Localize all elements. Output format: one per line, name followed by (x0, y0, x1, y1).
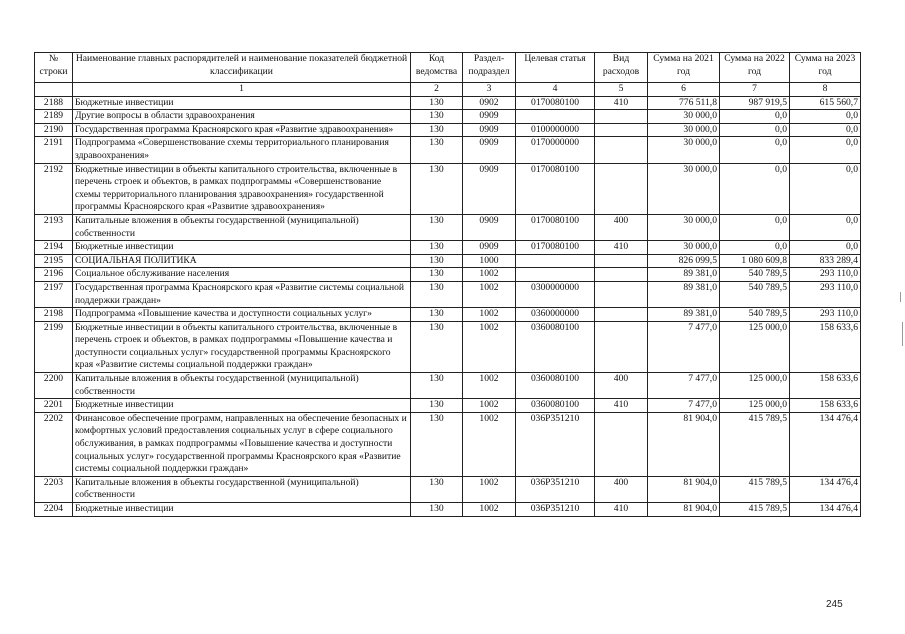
row-expense-type: 400 (595, 214, 648, 240)
row-sum-2023: 615 560,7 (790, 96, 861, 110)
row-section: 0909 (463, 214, 516, 240)
row-sum-2023: 134 476,4 (790, 412, 861, 476)
column-number: 4 (516, 83, 595, 97)
row-expense-type (595, 321, 648, 372)
row-target-item: 0170080100 (516, 214, 595, 240)
table-row (35, 373, 861, 399)
row-sum-2021: 30 000,0 (648, 110, 720, 124)
row-target-item: 0360000000 (516, 308, 595, 322)
row-expense-type (595, 123, 648, 137)
row-sum-2023: 0,0 (790, 241, 861, 255)
row-expense-type (595, 137, 648, 163)
row-target-item: 0170080100 (516, 96, 595, 110)
row-department-code: 130 (411, 281, 463, 307)
row-section: 0909 (463, 123, 516, 137)
row-sum-2022: 540 789,5 (720, 281, 790, 307)
row-department-code: 130 (411, 399, 463, 413)
row-sum-2023: 134 476,4 (790, 503, 861, 517)
row-target-item: 036P351210 (516, 412, 595, 476)
row-section: 0909 (463, 110, 516, 124)
header-expense-type: Вид расходов (595, 53, 648, 83)
row-target-item: 0360080100 (516, 399, 595, 413)
header-name: Наименование главных распорядителей и наименование показателей бюджетной классификации (73, 53, 411, 83)
budget-table (34, 52, 861, 517)
row-sum-2022: 415 789,5 (720, 503, 790, 517)
row-sum-2022: 0,0 (720, 123, 790, 137)
row-department-code: 130 (411, 123, 463, 137)
row-expense-type: 410 (595, 96, 648, 110)
table-row (35, 137, 861, 163)
row-sum-2022: 987 919,5 (720, 96, 790, 110)
page-number: 245 (826, 599, 843, 610)
table-row (35, 241, 861, 255)
row-department-code: 130 (411, 254, 463, 268)
header-sum-2022: Сумма на 2022 год (720, 53, 790, 83)
row-sum-2023: 833 289,4 (790, 254, 861, 268)
row-sum-2022: 540 789,5 (720, 308, 790, 322)
row-name: Капитальные вложения в объекты государственной (муниципальной) собственности (73, 214, 411, 240)
row-target-item: 0170080100 (516, 241, 595, 255)
row-number: 2192 (35, 163, 73, 214)
row-number: 2195 (35, 254, 73, 268)
table-row (35, 96, 861, 110)
row-name: Подпрограмма «Совершенствование схемы территориального планирования здравоохранения» (73, 137, 411, 163)
row-section: 1002 (463, 412, 516, 476)
table-body (35, 96, 861, 516)
row-name: Бюджетные инвестиции в объекты капитального строительства, включенные в перечень строек и объектов, в рамках подпрограммы «Повышение качества и доступности социальных услуг» государственной программы Красноярского края «Развитие системы социальной поддержки граждан» (73, 321, 411, 372)
row-sum-2023: 134 476,4 (790, 476, 861, 502)
scan-edge-mark (902, 322, 903, 346)
row-name: СОЦИАЛЬНАЯ ПОЛИТИКА (73, 254, 411, 268)
row-sum-2023: 0,0 (790, 137, 861, 163)
row-sum-2022: 415 789,5 (720, 476, 790, 502)
column-number: 1 (73, 83, 411, 97)
row-department-code: 130 (411, 163, 463, 214)
row-sum-2023: 0,0 (790, 214, 861, 240)
row-target-item: 0170080100 (516, 163, 595, 214)
column-number: 7 (720, 83, 790, 97)
row-expense-type (595, 308, 648, 322)
header-sum-2021: Сумма на 2021 год (648, 53, 720, 83)
row-sum-2021: 81 904,0 (648, 503, 720, 517)
row-section: 1002 (463, 373, 516, 399)
row-target-item: 0360080100 (516, 321, 595, 372)
row-expense-type (595, 110, 648, 124)
row-name: Капитальные вложения в объекты государственной (муниципальной) собственности (73, 373, 411, 399)
table-row (35, 214, 861, 240)
row-number: 2204 (35, 503, 73, 517)
row-department-code: 130 (411, 503, 463, 517)
row-department-code: 130 (411, 241, 463, 255)
row-name: Бюджетные инвестиции (73, 241, 411, 255)
row-number: 2190 (35, 123, 73, 137)
table-row (35, 254, 861, 268)
table-row (35, 399, 861, 413)
header-target-item: Целевая статья (516, 53, 595, 83)
row-name: Финансовое обеспечение программ, направленных на обеспечение безопасных и комфортных условий предоставления социальных услуг в сфере социального обслуживания, в рамках подпрограммы «Повышение качества и доступности социальных услуг» государственной программы Красноярского края «Развитие системы социальной поддержки граждан» (73, 412, 411, 476)
row-sum-2021: 7 477,0 (648, 321, 720, 372)
column-number: 8 (790, 83, 861, 97)
row-target-item (516, 254, 595, 268)
row-target-item: 0360080100 (516, 373, 595, 399)
table-row (35, 308, 861, 322)
row-sum-2022: 1 080 609,8 (720, 254, 790, 268)
row-section: 1002 (463, 308, 516, 322)
row-number: 2191 (35, 137, 73, 163)
row-sum-2023: 158 633,6 (790, 373, 861, 399)
row-section: 0909 (463, 241, 516, 255)
row-name: Капитальные вложения в объекты государственной (муниципальной) собственности (73, 476, 411, 502)
row-sum-2023: 0,0 (790, 123, 861, 137)
row-target-item (516, 268, 595, 282)
row-name: Другие вопросы в области здравоохранения (73, 110, 411, 124)
header-sum-2023: Сумма на 2023 год (790, 53, 861, 83)
row-number: 2196 (35, 268, 73, 282)
row-number: 2200 (35, 373, 73, 399)
row-sum-2023: 0,0 (790, 110, 861, 124)
table-row (35, 110, 861, 124)
row-department-code: 130 (411, 268, 463, 282)
row-department-code: 130 (411, 412, 463, 476)
row-sum-2022: 0,0 (720, 137, 790, 163)
row-sum-2022: 0,0 (720, 241, 790, 255)
row-expense-type (595, 163, 648, 214)
column-number-row (35, 83, 861, 97)
row-department-code: 130 (411, 137, 463, 163)
row-name: Социальное обслуживание населения (73, 268, 411, 282)
row-sum-2021: 30 000,0 (648, 214, 720, 240)
column-number: 2 (411, 83, 463, 97)
row-expense-type: 400 (595, 476, 648, 502)
row-number: 2198 (35, 308, 73, 322)
row-sum-2023: 158 633,6 (790, 321, 861, 372)
row-name: Бюджетные инвестиции в объекты капитального строительства, включенные в перечень строек и объектов, в рамках подпрограммы «Совершенствование схемы территориального планирования здравоохранения» государственной программы Красноярского края «Развитие здравоохранения» (73, 163, 411, 214)
row-department-code: 130 (411, 308, 463, 322)
row-expense-type: 400 (595, 373, 648, 399)
row-target-item: 036P351210 (516, 503, 595, 517)
table-header (35, 53, 861, 97)
row-sum-2021: 81 904,0 (648, 412, 720, 476)
header-department-code: Код ведомства (411, 53, 463, 83)
row-department-code: 130 (411, 476, 463, 502)
row-name: Государственная программа Красноярского края «Развитие здравоохранения» (73, 123, 411, 137)
row-sum-2023: 293 110,0 (790, 308, 861, 322)
row-section: 1002 (463, 281, 516, 307)
row-section: 1000 (463, 254, 516, 268)
row-sum-2021: 30 000,0 (648, 163, 720, 214)
row-sum-2022: 125 000,0 (720, 321, 790, 372)
row-number: 2202 (35, 412, 73, 476)
row-name: Подпрограмма «Повышение качества и доступности социальных услуг» (73, 308, 411, 322)
row-section: 1002 (463, 268, 516, 282)
row-number: 2201 (35, 399, 73, 413)
row-section: 1002 (463, 399, 516, 413)
row-section: 1002 (463, 321, 516, 372)
row-section: 0902 (463, 96, 516, 110)
row-target-item (516, 110, 595, 124)
row-expense-type: 410 (595, 399, 648, 413)
table-row (35, 412, 861, 476)
row-name: Бюджетные инвестиции (73, 399, 411, 413)
row-number: 2197 (35, 281, 73, 307)
row-number: 2203 (35, 476, 73, 502)
row-sum-2023: 293 110,0 (790, 281, 861, 307)
row-sum-2021: 30 000,0 (648, 241, 720, 255)
row-name: Бюджетные инвестиции (73, 96, 411, 110)
row-sum-2021: 7 477,0 (648, 373, 720, 399)
row-number: 2194 (35, 241, 73, 255)
row-department-code: 130 (411, 214, 463, 240)
table-row (35, 163, 861, 214)
row-department-code: 130 (411, 321, 463, 372)
table-row (35, 123, 861, 137)
column-number: 6 (648, 83, 720, 97)
row-number: 2189 (35, 110, 73, 124)
row-target-item: 036P351210 (516, 476, 595, 502)
row-expense-type (595, 281, 648, 307)
row-name: Бюджетные инвестиции (73, 503, 411, 517)
row-expense-type (595, 412, 648, 476)
row-sum-2022: 0,0 (720, 163, 790, 214)
row-section: 0909 (463, 163, 516, 214)
row-expense-type (595, 254, 648, 268)
column-number: 5 (595, 83, 648, 97)
row-expense-type: 410 (595, 503, 648, 517)
table-row (35, 476, 861, 502)
row-sum-2021: 89 381,0 (648, 281, 720, 307)
row-sum-2022: 540 789,5 (720, 268, 790, 282)
row-section: 0909 (463, 137, 516, 163)
row-number: 2199 (35, 321, 73, 372)
row-sum-2021: 89 381,0 (648, 268, 720, 282)
row-target-item: 0100000000 (516, 123, 595, 137)
row-sum-2021: 81 904,0 (648, 476, 720, 502)
column-number (35, 83, 73, 97)
row-section: 1002 (463, 503, 516, 517)
row-number: 2193 (35, 214, 73, 240)
table-row (35, 268, 861, 282)
row-sum-2022: 0,0 (720, 214, 790, 240)
row-sum-2023: 293 110,0 (790, 268, 861, 282)
row-sum-2021: 30 000,0 (648, 123, 720, 137)
table-row (35, 503, 861, 517)
table-row (35, 321, 861, 372)
row-department-code: 130 (411, 96, 463, 110)
row-sum-2023: 0,0 (790, 163, 861, 214)
row-sum-2021: 826 099,5 (648, 254, 720, 268)
row-department-code: 130 (411, 110, 463, 124)
row-sum-2022: 415 789,5 (720, 412, 790, 476)
row-sum-2022: 125 000,0 (720, 399, 790, 413)
row-target-item: 0300000000 (516, 281, 595, 307)
header-section: Раздел-подраздел (463, 53, 516, 83)
row-expense-type: 410 (595, 241, 648, 255)
row-section: 1002 (463, 476, 516, 502)
column-number: 3 (463, 83, 516, 97)
row-expense-type (595, 268, 648, 282)
row-sum-2022: 125 000,0 (720, 373, 790, 399)
row-sum-2021: 89 381,0 (648, 308, 720, 322)
header-row-number: № строки (35, 53, 73, 83)
row-department-code: 130 (411, 373, 463, 399)
row-sum-2021: 776 511,8 (648, 96, 720, 110)
scan-edge-mark (900, 292, 901, 302)
row-target-item: 0170000000 (516, 137, 595, 163)
row-sum-2021: 30 000,0 (648, 137, 720, 163)
row-number: 2188 (35, 96, 73, 110)
row-name: Государственная программа Красноярского края «Развитие системы социальной поддержки граждан» (73, 281, 411, 307)
table-row (35, 281, 861, 307)
row-sum-2023: 158 633,6 (790, 399, 861, 413)
row-sum-2021: 7 477,0 (648, 399, 720, 413)
row-sum-2022: 0,0 (720, 110, 790, 124)
